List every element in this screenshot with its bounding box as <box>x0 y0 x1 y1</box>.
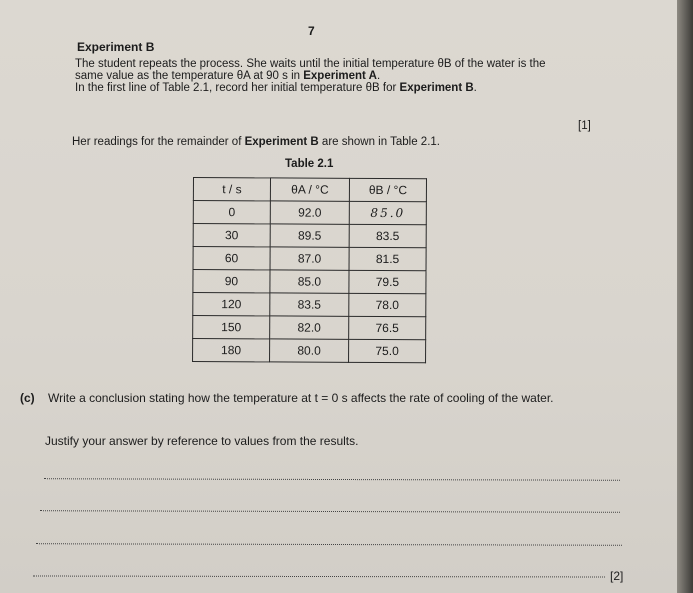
question-label: (c) <box>20 391 35 405</box>
results-table <box>192 177 427 363</box>
time-cell: 150 <box>193 316 270 339</box>
theta-b-cell: 78.0 <box>349 293 426 316</box>
page-edge-shadow <box>677 0 693 593</box>
theta-b-cell: 76.5 <box>349 316 426 339</box>
table-header-row <box>193 178 426 202</box>
answer-line[interactable] <box>44 478 620 481</box>
question-text: Write a conclusion stating how the temperature at t = 0 s affects the rate of cooling of the water. <box>48 391 554 405</box>
theta-a-cell: 80.0 <box>270 339 349 362</box>
theta-a-cell: 85.0 <box>270 270 349 293</box>
column-header-theta-b: θB / °C <box>349 178 426 201</box>
theta-a-cell: 89.5 <box>270 224 349 247</box>
answer-line[interactable] <box>36 543 622 546</box>
table-row <box>193 339 426 363</box>
instruction-paragraph <box>75 58 605 94</box>
theta-a-cell: 83.5 <box>270 293 349 316</box>
theta-a-cell: 92.0 <box>270 201 349 224</box>
answer-line[interactable] <box>40 510 620 513</box>
handwritten-answer[interactable]: 85.0 <box>349 201 426 224</box>
question-instruction: Justify your answer by reference to values from the results. <box>45 434 359 448</box>
table-row <box>193 224 426 248</box>
paragraph-line-1: The student repeats the process. She waits until the initial temperature θB of the water is the <box>75 58 546 70</box>
theta-b-cell: 81.5 <box>349 247 426 270</box>
answer-line[interactable] <box>33 576 605 578</box>
page-number: 7 <box>308 24 315 38</box>
paragraph-line-2: same value as the temperature θA at 90 s in Experiment A. <box>75 70 381 82</box>
table-row <box>193 316 426 340</box>
theta-a-cell: 87.0 <box>270 247 349 270</box>
time-cell: 30 <box>193 224 270 247</box>
mark-allocation: [2] <box>610 569 624 583</box>
column-header-theta-a: θA / °C <box>270 178 349 201</box>
theta-a-cell: 82.0 <box>270 316 349 339</box>
table-caption: Table 2.1 <box>285 158 334 170</box>
time-cell: 0 <box>193 201 270 224</box>
table-row <box>193 293 426 317</box>
theta-b-cell: 75.0 <box>349 339 426 362</box>
theta-b-cell: 83.5 <box>349 224 426 247</box>
paragraph-line-3: In the first line of Table 2.1, record her initial temperature θB for Experiment B. <box>75 82 477 94</box>
table-row <box>193 201 426 225</box>
theta-b-cell: 79.5 <box>349 270 426 293</box>
time-cell: 60 <box>193 247 270 270</box>
table-row <box>193 247 426 271</box>
time-cell: 120 <box>193 293 270 316</box>
time-cell: 180 <box>193 339 270 362</box>
time-cell: 90 <box>193 270 270 293</box>
section-heading: Experiment B <box>77 40 155 54</box>
table-row <box>193 270 426 294</box>
mark-allocation: [1] <box>578 120 591 132</box>
column-header-time: t / s <box>193 178 270 201</box>
readings-sentence: Her readings for the remainder of Experiment B are shown in Table 2.1. <box>72 136 440 148</box>
